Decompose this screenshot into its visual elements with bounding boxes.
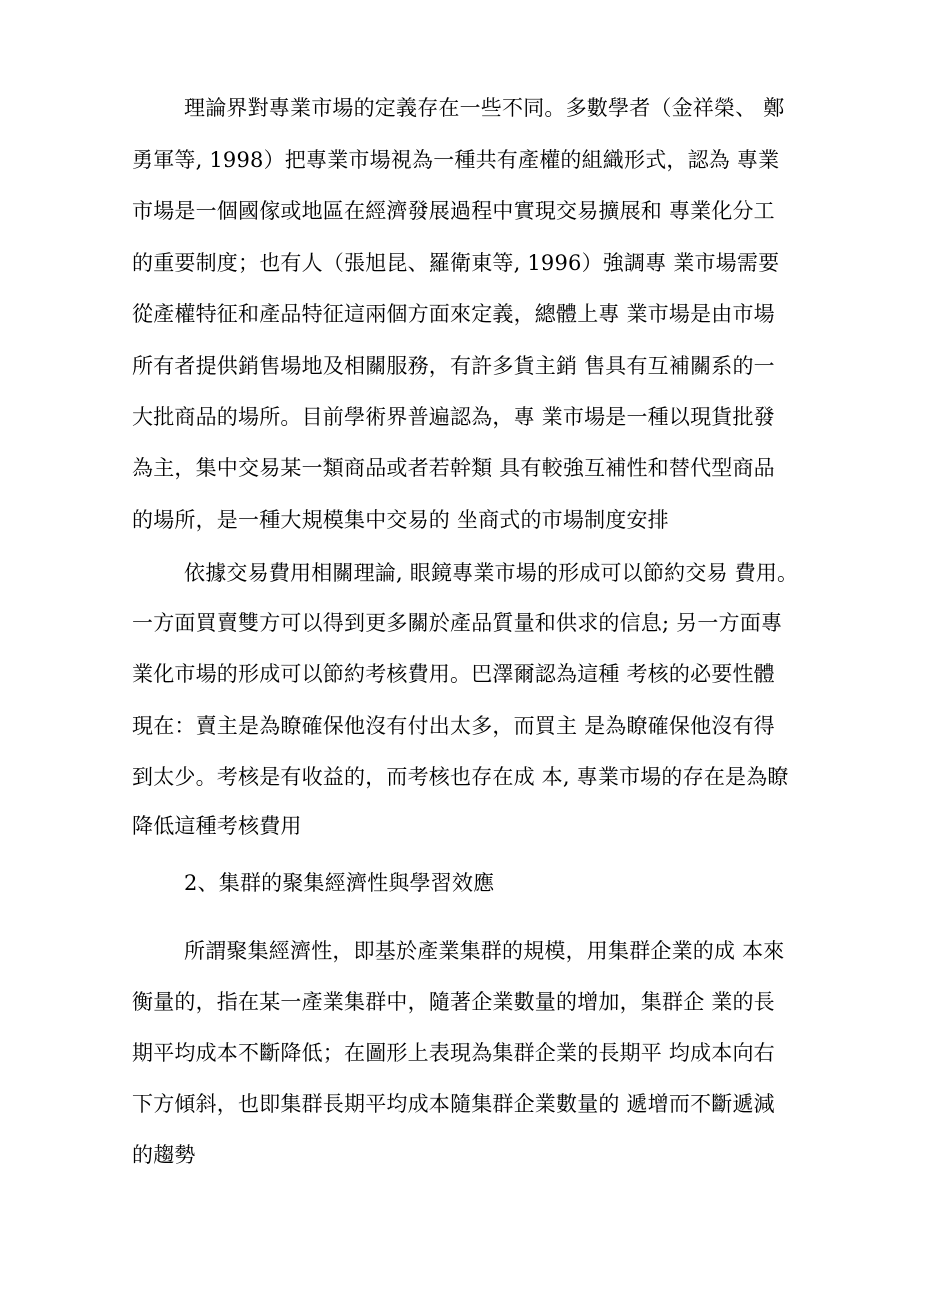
text-line: 衡量的，指在某一產業集群中，隨著企業數量的增加，集群企 業的長 xyxy=(132,990,775,1014)
text-line: 所有者提供銷售場地及相關服務，有許多貨主銷 售具有互補關系的一 xyxy=(132,354,775,378)
text-line: 業化市場的形成可以節約考核費用。巴澤爾認為這種 考核的必要性體 xyxy=(132,662,775,686)
text-line: 的場所，是一種大規模集中交易的 坐商式的市場制度安排 xyxy=(132,508,669,532)
text-line: 現在：賣主是為瞭確保他沒有付出太多，而買主 是為瞭確保他沒有得 xyxy=(132,714,775,738)
text-line: 大批商品的場所。目前學術界普遍認為，專 業市場是一種以現貨批發 xyxy=(132,405,775,429)
text-line: 的重要制度；也有人（張旭昆、羅衛東等, 1996）強調專 業市場需要 xyxy=(132,251,780,275)
text-line: 下方傾斜，也即集群長期平均成本隨集群企業數量的 遞增而不斷遞減 xyxy=(132,1092,775,1116)
text-line: 勇軍等, 1998）把專業市場視為一種共有產權的組織形式，認為 專業 xyxy=(132,148,780,172)
text-line: 為主，集中交易某一類商品或者若幹類 具有較強互補性和替代型商品 xyxy=(132,456,775,480)
text-line: 一方面買賣雙方可以得到更多關於產品質量和供求的信息; 另一方面專 xyxy=(132,611,783,635)
text-line: 理論界對專業市場的定義存在一些不同。多數學者（金祥榮、 鄭 xyxy=(184,96,785,120)
text-line: 的趨勢 xyxy=(132,1143,196,1167)
section-heading: 2、集群的聚集經濟性與學習效應 xyxy=(184,871,495,895)
text-line: 降低這種考核費用 xyxy=(132,814,302,838)
text-line: 市場是一個國傢或地區在經濟發展過程中實現交易擴展和 專業化分工 xyxy=(132,199,775,223)
text-line: 依據交易費用相關理論, 眼鏡專業市場的形成可以節約交易 費用。 xyxy=(184,561,799,585)
text-line: 到太少。考核是有收益的，而考核也存在成 本, 專業市場的存在是為瞭 xyxy=(132,765,789,789)
text-line: 所謂聚集經濟性，即基於產業集群的規模，用集群企業的成 本來 xyxy=(184,939,785,963)
text-line: 從產權特征和產品特征這兩個方面來定義，總體上專 業市場是由市場 xyxy=(132,302,775,326)
text-line: 期平均成本不斷降低；在圖形上表現為集群企業的長期平 均成本向右 xyxy=(132,1041,775,1065)
